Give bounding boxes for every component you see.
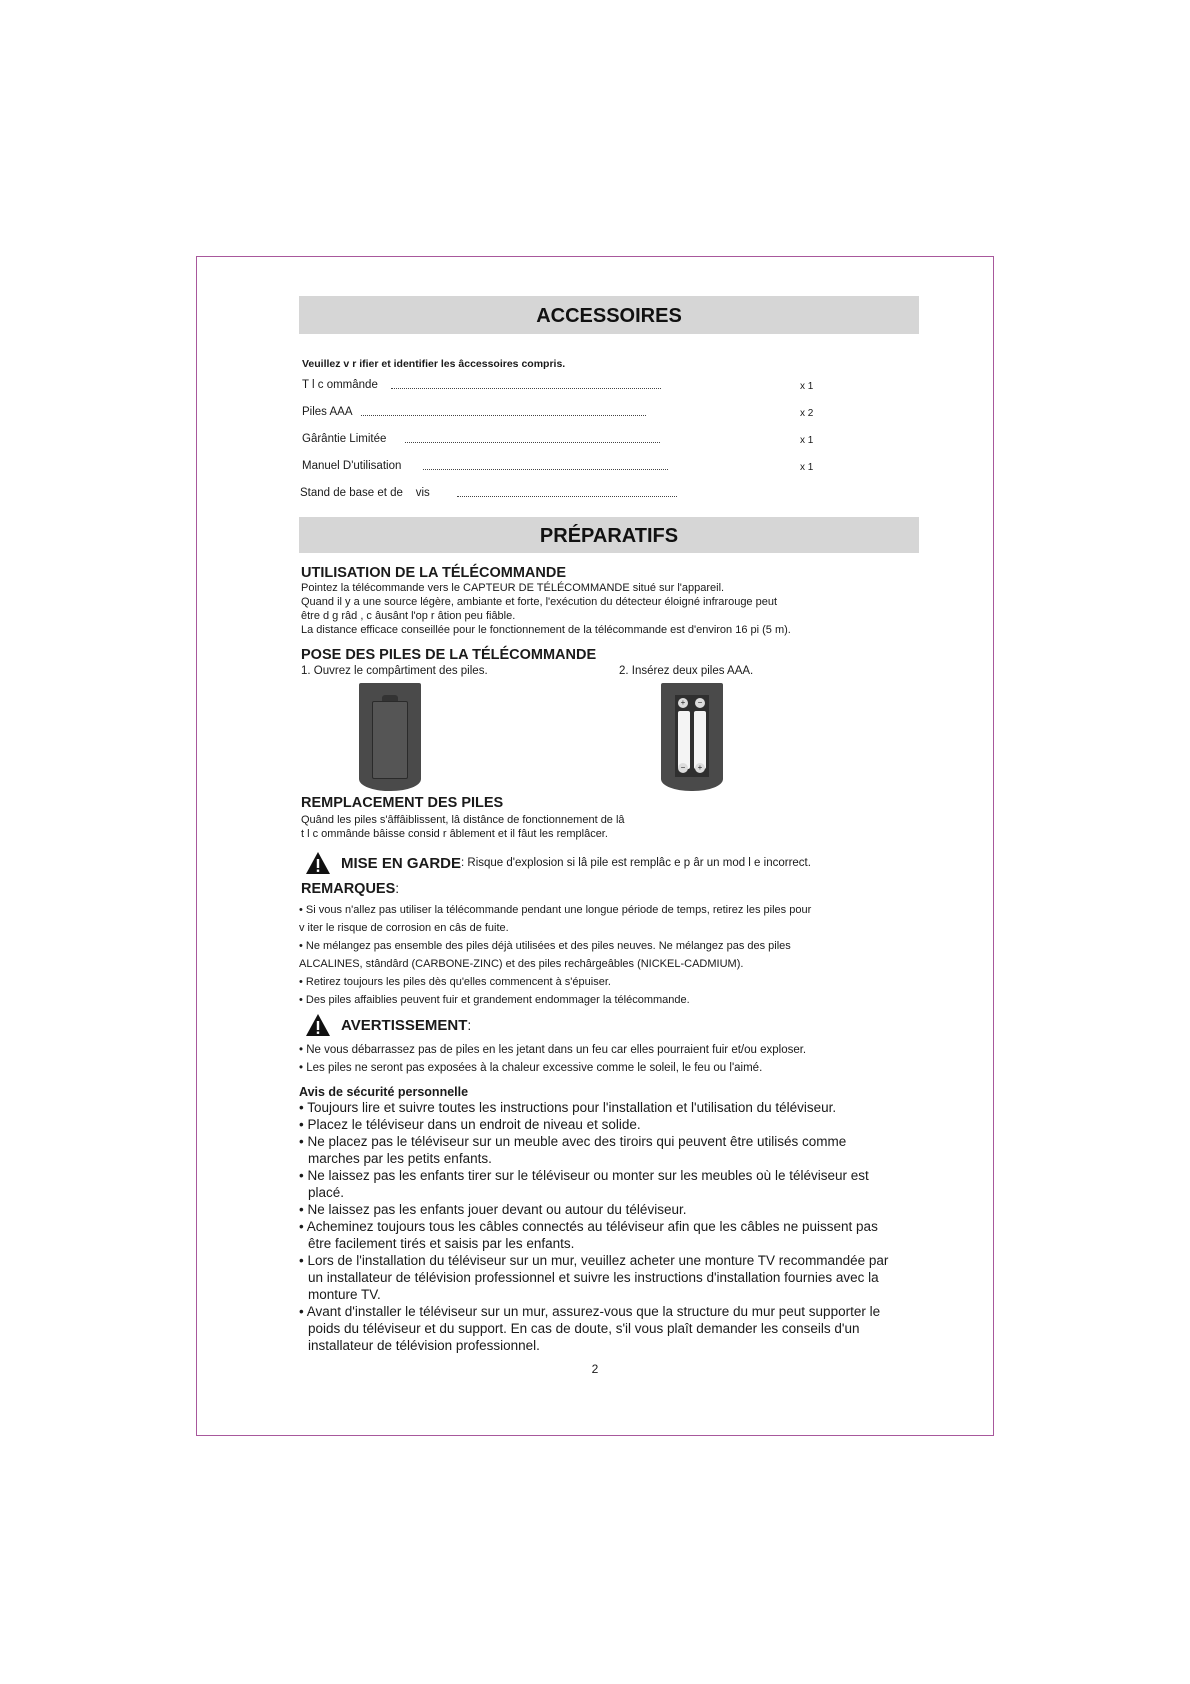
battery-steps (299, 665, 919, 793)
minus-terminal-icon: − (695, 698, 705, 708)
accessory-item (299, 429, 919, 456)
preparatifs-banner: PRÉPARATIFS (299, 517, 919, 553)
battery-cell (678, 711, 690, 769)
step-1-text: 1. Ouvrez le compârtiment des piles. (301, 665, 488, 677)
securite-item: • Toujours lire et suivre toutes les instructions pour l'installation et l'utilisation du téléviseur. (299, 1100, 837, 1115)
leader-dots (457, 496, 677, 497)
page-number: 2 (591, 1362, 599, 1376)
securite-heading: Avis de sécurité personnelle (299, 1085, 469, 1099)
securite-item: • Placez le téléviseur dans un endroit de niveau et solide. (299, 1117, 641, 1132)
battery-cover (372, 701, 408, 779)
avertissement-colon: : (467, 1017, 472, 1033)
minus-terminal-icon: − (678, 763, 688, 773)
remote-open-illustration (661, 683, 723, 791)
securite-item: • Ne laissez pas les enfants jouer devant ou autour du téléviseur. (299, 1202, 687, 1217)
accessory-name: T l c ommânde (302, 379, 378, 391)
plus-terminal-icon: + (695, 763, 705, 773)
remplacement-heading: REMPLACEMENT DES PILES (301, 795, 504, 811)
telecommande-line: La distance efficace conseillée pour le fonctionnement de la télécommande est d'environ 16 pi (5 m). (301, 624, 791, 636)
step-2-text: 2. Insérez deux piles AAA. (619, 665, 754, 677)
telecommande-heading: UTILISATION DE LA TÉLÉCOMMANDE (301, 565, 567, 581)
accessory-name: Manuel D'utilisation (302, 460, 402, 472)
securite-item: • Ne laissez pas les enfants tirer sur le téléviseur ou monter sur les meubles où le téléviseur est placé. (299, 1168, 869, 1200)
telecommande-line: Pointez la télécommande vers le CAPTEUR DE TÉLÉCOMMANDE situé sur l'appareil. (301, 582, 725, 594)
accessory-item (299, 375, 919, 402)
remote-closed-illustration (359, 683, 421, 791)
securite-list (299, 1099, 899, 1354)
remarques-colon: : (395, 880, 400, 896)
leader-dots (423, 469, 668, 470)
pose-heading: POSE DES PILES DE LA TÉLÉCOMMANDE (301, 647, 597, 663)
plus-terminal-icon: + (678, 698, 688, 708)
remplacement-line: Quând les piles s'âffâiblissent, lâ distânce de fonctionnement de lâ (301, 814, 625, 826)
battery-compartment (675, 695, 709, 777)
accessory-item (299, 483, 919, 511)
remarques-heading-row (301, 880, 919, 898)
avertissement-line: • Les piles ne seront pas exposées à la chaleur excessive comme le soleil, le feu ou l'aimé. (299, 1062, 763, 1074)
accessory-item (299, 456, 919, 483)
avertissement-list (299, 1041, 919, 1077)
securite-item: • Avant d'installer le téléviseur sur un mur, assurez-vous que la structure du mur peut supporter le poids du téléviseur et du support. En cas de doute, s'il vous plaît demander les conseils d'un installateur de télévision professionnel. (299, 1304, 881, 1353)
accessory-name: Piles AAA (302, 406, 353, 418)
battery-cell (694, 711, 706, 769)
accessory-qty: x 1 (800, 462, 814, 473)
mise-en-garde-text: : Risque d'explosion si lâ pile est remplâc e p âr un mod l e incorrect. (461, 857, 811, 869)
accessory-name: Stand de base et de vis (300, 487, 430, 499)
telecommande-line: être d g râd , c âusânt l'op r âtion peu fiâble. (301, 610, 516, 622)
accessoires-banner: ACCESSOIRES (299, 296, 919, 334)
warning-icon (305, 851, 331, 875)
remarque-line: ALCALINES, stândârd (CARBONE-ZINC) et des piles rechârgeâbles (NICKEL-CADMIUM). (299, 958, 744, 970)
leader-dots (361, 415, 646, 416)
accessory-qty: x 1 (800, 381, 814, 392)
mise-en-garde (305, 851, 919, 875)
remarque-line: • Ne mélangez pas ensemble des piles déjà utilisées et des piles neuves. Ne mélangez pas des piles (299, 940, 791, 952)
accessory-qty: x 1 (800, 435, 814, 446)
remplacement-line: t l c ommânde bâisse consid r âblement et il fâut les remplâcer. (301, 828, 608, 840)
securite-item: • Lors de l'installation du téléviseur sur un mur, veuillez acheter une monture TV recommandée par un installateur de télévision professionnel et suivre les instructions d'installation fournies avec la monture TV. (299, 1253, 889, 1302)
avertissement-label: AVERTISSEMENT (341, 1016, 468, 1034)
mise-en-garde-label: MISE EN GARDE (341, 854, 462, 872)
remarques-list (299, 901, 919, 1009)
manual-page (299, 296, 919, 1354)
remarques-heading: REMARQUES (301, 881, 396, 897)
avertissement-line: • Ne vous débarrassez pas de piles en les jetant dans un feu car elles pourraient fuir et/ou exploser. (299, 1044, 807, 1056)
accessory-qty: x 2 (800, 408, 814, 419)
remarque-line: • Des piles affaiblies peuvent fuir et grandement endommager la télécommande. (299, 994, 690, 1006)
page-number-row (0, 1362, 1190, 1376)
telecommande-line: Quand il y a une source légère, ambiante et forte, l'exécution du détecteur éloigné infrarouge peut (301, 596, 778, 608)
securite-item: • Acheminez toujours tous les câbles connectés au téléviseur afin que les câbles ne puissent pas être facilement tirés et saisis par les enfants. (299, 1219, 878, 1251)
avertissement (305, 1013, 919, 1037)
leader-dots (391, 388, 661, 389)
remarque-line: v iter le risque de corrosion en câs de fuite. (299, 922, 509, 934)
warning-icon (305, 1013, 331, 1037)
accessoires-intro: Veuillez v r ifier et identifier les âccessoires compris. (302, 358, 566, 370)
securite-item: • Ne placez pas le téléviseur sur un meuble avec des tiroirs qui peuvent être utilisés comme marches par les petits enfants. (299, 1134, 847, 1166)
accessory-item (299, 402, 919, 429)
remarque-line: • Si vous n'allez pas utiliser la télécommande pendant une longue période de temps, retirez les piles pour (299, 904, 812, 916)
remarque-line: • Retirez toujours les piles dès qu'elles commencent à s'épuiser. (299, 976, 611, 988)
accessory-name: Gârântie Limitée (302, 433, 387, 445)
leader-dots (405, 442, 660, 443)
